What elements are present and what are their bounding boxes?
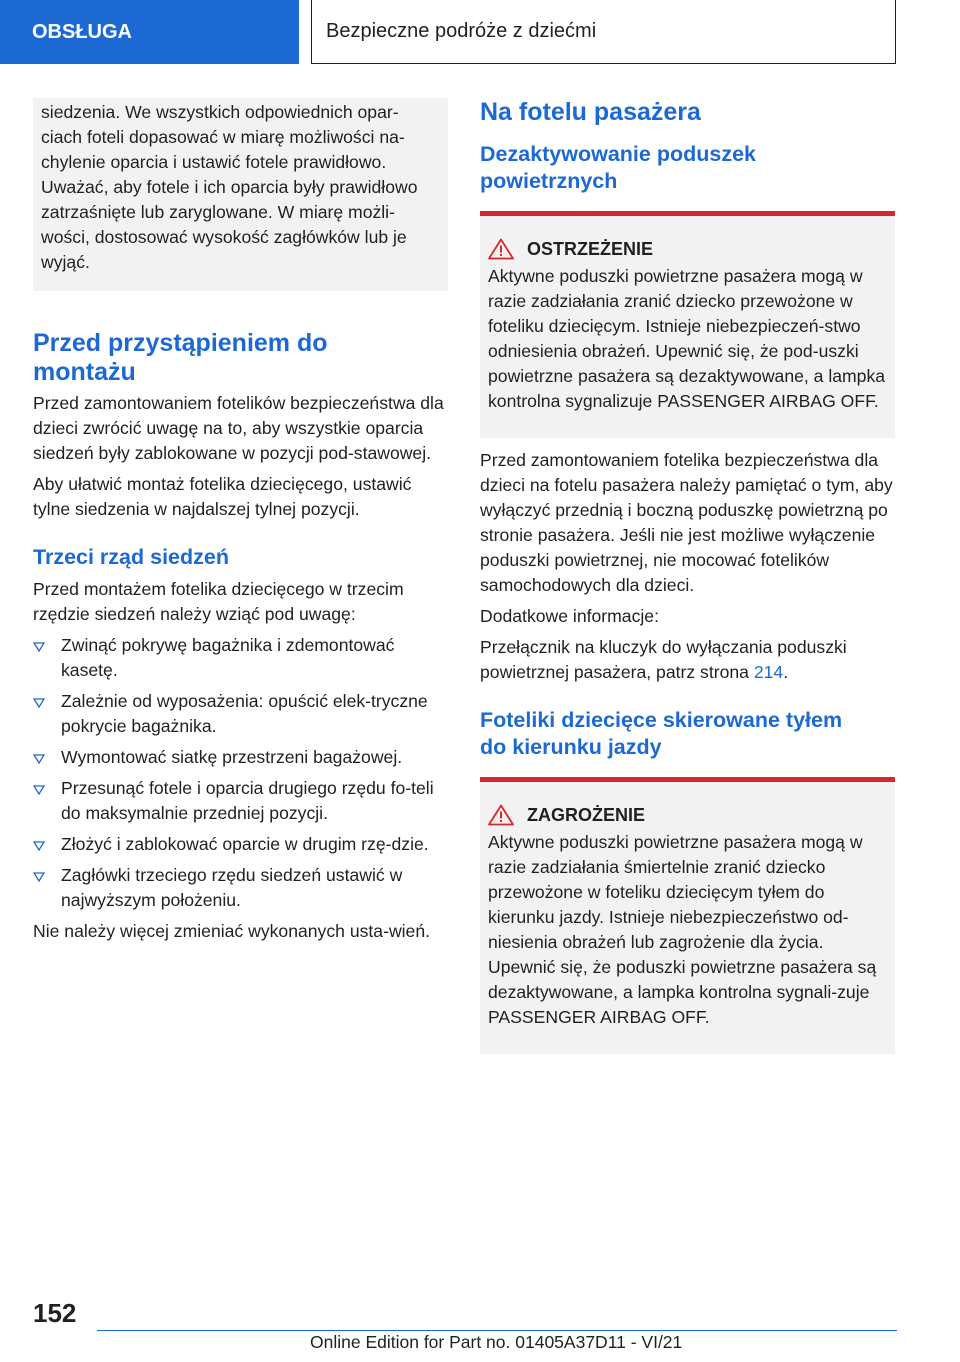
list-item <box>33 689 448 739</box>
triangle-bullet-icon <box>33 642 45 652</box>
warning-triangle-icon <box>488 238 514 260</box>
triangle-bullet-icon <box>33 872 45 882</box>
paragraph: Dodatkowe informacje: <box>480 606 659 626</box>
paragraph-text: Przełącznik na kluczyk do wyłączania poduszki powietrznej pasażera, patrz strona <box>480 637 847 682</box>
heading-line: Dezaktywowanie poduszek <box>480 142 756 166</box>
paragraph: Przed zamontowaniem fotelików bezpieczeństwa dla dzieci zwrócić uwagę na to, aby wszystkie oparcia siedzeń były zablokowane w pozycji pod-stawowej. <box>33 393 444 463</box>
instruction-list <box>33 633 448 913</box>
warning-box <box>480 211 895 438</box>
danger-title: ZAGROŻENIE <box>527 804 646 825</box>
section-label: OBSŁUGA <box>32 20 132 43</box>
chapter-title: Bezpieczne podróże z dziećmi <box>326 20 597 42</box>
list-item-text: Zwinąć pokrywę bagażnika i zdemontować kasetę. <box>61 635 395 680</box>
note-line: siedzenia. We wszystkich odpowiednich opar- <box>41 102 399 122</box>
note-line: ciach foteli dopasować w miarę możliwości na- <box>41 127 405 147</box>
list-item-text: Złożyć i zablokować oparcie w drugim rzę-dzie. <box>61 834 429 854</box>
list-item <box>33 745 448 770</box>
triangle-bullet-icon <box>33 841 45 851</box>
warning-text: Aktywne poduszki powietrzne pasażera mogą w razie zadziałania zranić dziecko przewożone w foteliku dziecięcym. Istnieje niebezpieczeń-stwo odniesienia obrażeń. Upewnić się, że pod-uszki powietrzne pasażera są dezaktywowane, a lampka kontrolna sygnalizuje PASSENGER AIRBAG OFF. <box>488 266 886 411</box>
danger-box <box>480 777 895 1054</box>
warning-title: OSTRZEŻENIE <box>527 238 654 259</box>
right-column <box>480 98 895 1064</box>
heading-before-installation <box>33 329 448 387</box>
footer-edition: Online Edition for Part no. 01405A37D11 - VI/21 <box>310 1332 683 1352</box>
note-line: chylenie oparcia i ustawić fotele prawidłowo. <box>41 152 387 172</box>
list-item-text: Wymontować siatkę przestrzeni bagażowej. <box>61 747 403 767</box>
paragraph: Aby ułatwić montaż fotelika dziecięcego, ustawić tylne siedzenia w najdalszej tylnej pozycji. <box>33 474 412 519</box>
triangle-bullet-icon <box>33 785 45 795</box>
list-item <box>33 776 448 826</box>
list-item <box>33 863 448 913</box>
warning-header <box>488 238 887 260</box>
danger-text: Aktywne poduszki powietrzne pasażera mogą w razie zadziałania śmiertelnie zranić dziecko przewożone w foteliku dziecięcym tyłem do kierunku jazdy. Istnieje niebezpieczeństwo od-niesienia obrażeń lub zagrożenie dla życia. Upewnić się, że poduszki powietrzne pasażera są dezaktywowane, a lampka kontrolna sygnali-zuje PASSENGER AIRBAG OFF. <box>488 832 877 1027</box>
heading-line: do kierunku jazdy <box>480 735 662 759</box>
paragraph: Przed zamontowaniem fotelika bezpieczeństwa dla dzieci na fotelu pasażera należy pamiętać o tym, aby wyłączyć przednią i boczną poduszkę powietrzną po stronie pasażera. Jeśli nie jest możliwe wyłączenie poduszki powietrznej, nie mocować fotelików samochodowych dla dzieci. <box>480 450 893 595</box>
danger-header <box>488 804 887 826</box>
triangle-bullet-icon <box>33 754 45 764</box>
page-number: 152 <box>33 1298 77 1328</box>
list-item-text: Zagłówki trzeciego rzędu siedzeń ustawić w najwyższym położeniu. <box>61 865 403 910</box>
triangle-bullet-icon <box>33 698 45 708</box>
paragraph <box>480 635 895 685</box>
paragraph: Przed montażem fotelika dziecięcego w trzecim rzędzie siedzeń należy wziąć pod uwagę: <box>33 579 404 624</box>
list-item <box>33 832 448 857</box>
heading-line: montażu <box>33 358 136 386</box>
list-item <box>33 633 448 683</box>
heading-third-row: Trzeci rząd siedzeń <box>33 545 229 569</box>
heading-line: powietrznych <box>480 169 618 193</box>
footer-divider <box>97 1330 897 1331</box>
left-column <box>33 98 448 950</box>
heading-rear-facing-seats <box>480 707 895 761</box>
note-line: Uważać, aby fotele i ich oparcia były prawidłowo <box>41 177 418 197</box>
page-reference-link[interactable]: 214 <box>753 662 784 682</box>
header-chapter-title <box>311 0 896 64</box>
warning-triangle-icon <box>488 804 514 826</box>
heading-line: Foteliki dziecięce skierowane tyłem <box>480 708 843 732</box>
punctuation: . <box>783 662 789 682</box>
continued-note-box <box>33 98 448 291</box>
note-line: zatrzaśnięte lub zaryglowane. W miarę możli- <box>41 202 395 222</box>
heading-deactivate-airbags <box>480 141 895 195</box>
note-line: wości, dostosować wysokość zagłówków lub je <box>41 227 407 247</box>
note-line: wyjąć. <box>41 252 90 272</box>
paragraph: Nie należy więcej zmieniać wykonanych usta-wień. <box>33 921 431 941</box>
header-section-tab <box>0 0 299 64</box>
list-item-text: Zależnie od wyposażenia: opuścić elek-tryczne pokrycie bagażnika. <box>61 691 428 736</box>
list-item-text: Przesunąć fotele i oparcia drugiego rzędu fo-teli do maksymalnie przedniej pozycji. <box>61 778 434 823</box>
heading-passenger-seat: Na fotelu pasażera <box>480 98 701 126</box>
heading-line: Przed przystąpieniem do <box>33 329 328 357</box>
